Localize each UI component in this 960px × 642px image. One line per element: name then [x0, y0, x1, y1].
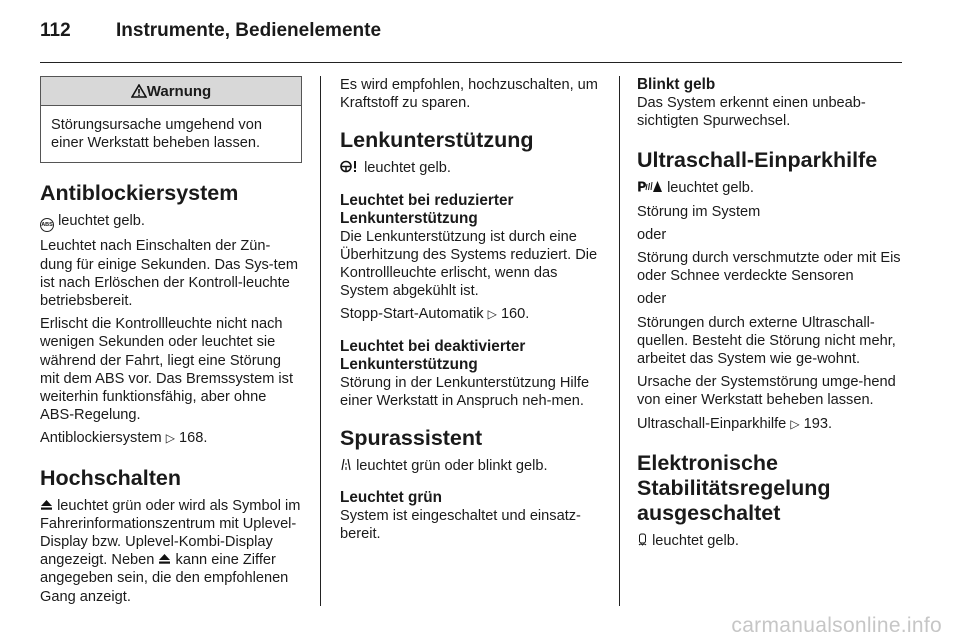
upshift-text-2: kann eine Ziffer angegeben sein, die den empfohlenen Gang anzeigt.	[40, 552, 289, 605]
parking-ref-page: 193.	[803, 415, 833, 432]
parking-paragraph-4: Ursache der Systemstörung umge-hend von einer Werkstatt beheben lassen.	[637, 374, 896, 409]
parking-or-1: oder	[637, 226, 667, 243]
lane-lamp-line	[340, 457, 604, 475]
column-1	[40, 76, 302, 611]
heading-esc-off: Elektronische Stabilitätsregelung ausgeschaltet	[637, 450, 831, 525]
steering-reduced-text: Die Lenkunterstützung ist durch eine Überhitzung des Systems reduziert. Die Kontrollleuchte erlischt, wenn das System abgekühlt ist.	[340, 228, 598, 300]
warning-text: Störungsursache umgehend von einer Werkstatt beheben lassen.	[51, 117, 262, 152]
subheading-lane-yellow: Blinkt gelb	[637, 76, 716, 93]
parking-sensor-icon	[637, 179, 663, 193]
parking-reference	[637, 415, 902, 433]
warning-title: Warnung	[146, 83, 212, 100]
heading-upshift: Hochschalten	[40, 465, 181, 490]
parking-or-2: oder	[637, 291, 667, 308]
header-rule	[40, 62, 902, 63]
heading-lane-assist: Spurassistent	[340, 426, 483, 451]
parking-lamp-line	[637, 179, 902, 197]
upshift-text-1: leuchtet grün oder wird als Symbol im Fahrerinformationszentrum mit Uplevel-Display bzw. Uplevel-Kombi-Display angezeigt. Neben	[40, 497, 301, 569]
esc-lamp-text: leuchtet gelb.	[652, 532, 739, 549]
lane-green-text: System ist eingeschaltet und einsatz-bereit.	[340, 508, 581, 543]
parking-ref-label: Ultraschall-Einparkhilfe	[637, 415, 787, 432]
page-reference-arrow-icon: ▷	[165, 431, 175, 446]
subheading-reduced-steering: Leuchtet bei reduzierter Lenkunterstützung	[340, 191, 514, 227]
esc-off-icon	[637, 533, 648, 546]
esc-lamp-line	[637, 532, 902, 550]
steering-lamp-text: leuchtet gelb.	[364, 160, 451, 177]
column-2	[340, 76, 604, 549]
column-divider-1	[320, 76, 321, 606]
subheading-lane-green: Leuchtet grün	[340, 489, 442, 507]
steering-ref-page: 160.	[500, 306, 530, 323]
upshift-paragraph-1	[40, 497, 302, 606]
warning-triangle-icon	[131, 84, 147, 98]
upshift-arrow-icon	[158, 553, 171, 565]
abs-lamp-text: leuchtet gelb.	[58, 213, 145, 230]
abs-ref-page: 168.	[179, 430, 208, 447]
abs-paragraph-1: Leuchtet nach Einschalten der Zün-dung für einige Sekunden. Das Sys-tem ist nach Erlöschen der Kontroll-leuchte betriebsbereit.	[40, 238, 298, 310]
subheading-deactivated-steering: Leuchtet bei deaktivierter Lenkunterstützung	[340, 337, 526, 373]
steering-lamp-line	[340, 159, 604, 177]
upshift-paragraph-2: Es wird empfohlen, hochzuschalten, um Kraftstoff zu sparen.	[340, 77, 598, 112]
column-3	[637, 76, 902, 555]
lane-departure-icon	[340, 458, 352, 471]
parking-paragraph-3: Störungen durch externe Ultraschall-quellen. Besteht die Störung nicht mehr, arbeitet das System wie ge-wohnt.	[637, 314, 896, 368]
warning-header	[41, 77, 301, 106]
upshift-arrow-icon	[40, 499, 53, 511]
abs-reference	[40, 429, 302, 447]
steering-deactivated-text: Störung in der Lenkunterstützung Hilfe einer Werkstatt in Anspruch neh-men.	[340, 374, 590, 409]
page-reference-arrow-icon: ▷	[790, 416, 800, 431]
lane-lamp-text: leuchtet grün oder blinkt gelb.	[356, 458, 548, 475]
abs-ref-label: Antiblockiersystem	[40, 430, 162, 447]
parking-lamp-text: leuchtet gelb.	[667, 180, 754, 197]
steering-ref-label: Stopp-Start-Automatik	[340, 306, 484, 323]
page-number: 112	[40, 20, 71, 41]
abs-lamp-line	[40, 212, 302, 232]
section-title: Instrumente, Bedienelemente	[116, 20, 382, 41]
svg-text:P: P	[637, 180, 647, 194]
watermark: carmanualsonline.info	[731, 614, 942, 637]
heading-abs: Antiblockiersystem	[40, 181, 239, 206]
lane-yellow-text: Das System erkennt einen unbeab-sichtigten Spurwechsel.	[637, 95, 866, 130]
abs-paragraph-2: Erlischt die Kontrollleuchte nicht nach wenigen Sekunden oder leuchtet sie während der Fahrt, liegt eine Störung mit dem ABS vor. Das Bremssystem ist weiterhin funktionsfähig, aber ohne ABS-Regelung.	[40, 316, 294, 424]
column-divider-2	[619, 76, 620, 606]
steering-wheel-warning-icon	[340, 160, 360, 173]
parking-paragraph-2: Störung durch verschmutzte oder mit Eis oder Schnee verdeckte Sensoren	[637, 250, 901, 285]
heading-parking-assist: Ultraschall-Einparkhilfe	[637, 148, 878, 173]
page-header	[40, 20, 381, 44]
abs-icon: ABS	[40, 218, 54, 232]
page-reference-arrow-icon: ▷	[487, 307, 497, 322]
steering-reference	[340, 305, 604, 323]
warning-box	[40, 76, 302, 163]
parking-paragraph-1: Störung im System	[637, 203, 761, 220]
heading-steering: Lenkunterstützung	[340, 128, 534, 153]
